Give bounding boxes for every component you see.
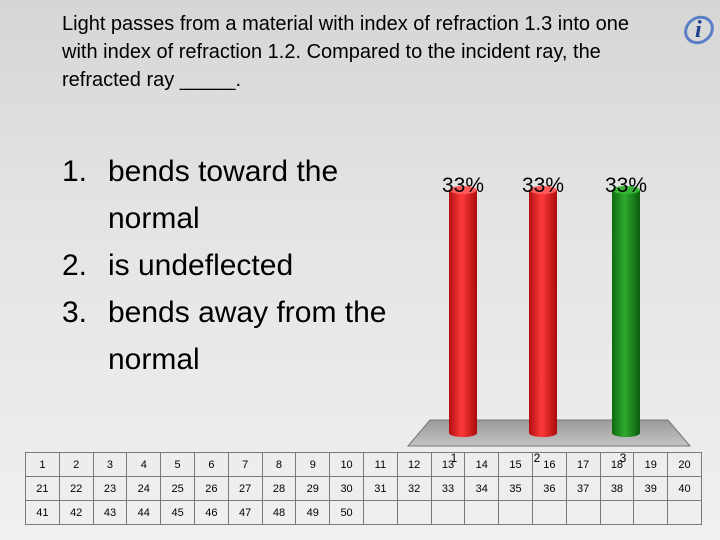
grid-cell bbox=[634, 501, 668, 525]
grid-cell: 46 bbox=[194, 501, 228, 525]
grid-cell: 5 bbox=[161, 453, 195, 477]
grid-cell: 26 bbox=[194, 477, 228, 501]
grid-cell: 33 bbox=[431, 477, 465, 501]
category-label: 3 bbox=[619, 451, 627, 465]
grid-cell: 23 bbox=[93, 477, 127, 501]
grid-cell: 2 bbox=[59, 453, 93, 477]
value-label: 33% bbox=[441, 174, 485, 197]
grid-cell: 13 bbox=[431, 453, 465, 477]
grid-cell: 24 bbox=[127, 477, 161, 501]
grid-row bbox=[26, 477, 702, 501]
grid-cell: 25 bbox=[161, 477, 195, 501]
grid-cell: 22 bbox=[59, 477, 93, 501]
grid-cell bbox=[600, 501, 634, 525]
grid-cell: 34 bbox=[465, 477, 499, 501]
grid-cell: 19 bbox=[634, 453, 668, 477]
grid-cell: 39 bbox=[634, 477, 668, 501]
grid-cell bbox=[431, 501, 465, 525]
grid-cell: 36 bbox=[532, 477, 566, 501]
grid-row bbox=[26, 453, 702, 477]
grid-cell: 21 bbox=[26, 477, 60, 501]
category-label: 1 bbox=[450, 451, 458, 465]
bar-3 bbox=[612, 186, 640, 437]
grid-cell: 15 bbox=[499, 453, 533, 477]
grid-cell: 1 bbox=[26, 453, 60, 477]
grid-cell: 6 bbox=[194, 453, 228, 477]
bar-2 bbox=[529, 186, 557, 437]
answer-number: 3. bbox=[62, 296, 88, 329]
grid-cell: 43 bbox=[93, 501, 127, 525]
chart-value-labels bbox=[442, 174, 647, 197]
grid-cell: 4 bbox=[127, 453, 161, 477]
answer-number: 2. bbox=[62, 249, 88, 282]
grid-cell: 44 bbox=[127, 501, 161, 525]
grid-cell: 40 bbox=[668, 477, 702, 501]
grid-cell: 30 bbox=[330, 477, 364, 501]
bar-1 bbox=[449, 186, 477, 437]
grid-cell: 20 bbox=[668, 453, 702, 477]
grid-cell: 14 bbox=[465, 453, 499, 477]
grid-cell: 41 bbox=[26, 501, 60, 525]
grid-cell: 27 bbox=[228, 477, 262, 501]
grid-cell: 7 bbox=[228, 453, 262, 477]
grid-cell: 38 bbox=[600, 477, 634, 501]
grid-cell: 50 bbox=[330, 501, 364, 525]
category-label: 2 bbox=[533, 451, 541, 465]
grid-cell: 16 bbox=[532, 453, 566, 477]
grid-row bbox=[26, 501, 702, 525]
value-label: 33% bbox=[604, 174, 648, 197]
response-grid bbox=[25, 452, 702, 525]
grid-cell: 29 bbox=[296, 477, 330, 501]
grid-cell: 31 bbox=[363, 477, 397, 501]
grid-cell: 18 bbox=[600, 453, 634, 477]
question-text: Light passes from a material with index of refraction 1.3 into one with index of refraction 1.2. Compared to the incident ray, the refracted ray _____. bbox=[62, 13, 629, 91]
grid-cell: 12 bbox=[397, 453, 431, 477]
grid-cell: 35 bbox=[499, 477, 533, 501]
grid-cell: 9 bbox=[296, 453, 330, 477]
grid-cell: 17 bbox=[566, 453, 600, 477]
grid-cell: 37 bbox=[566, 477, 600, 501]
grid-cell: 48 bbox=[262, 501, 296, 525]
answer-number: 1. bbox=[62, 155, 88, 188]
answer-label: bends toward the normal bbox=[108, 155, 339, 235]
grid-cell: 32 bbox=[397, 477, 431, 501]
grid-cell: 42 bbox=[59, 501, 93, 525]
grid-cell bbox=[566, 501, 600, 525]
grid-cell: 28 bbox=[262, 477, 296, 501]
grid-cell bbox=[532, 501, 566, 525]
grid-cell bbox=[363, 501, 397, 525]
grid-cell: 10 bbox=[330, 453, 364, 477]
grid-cell: 47 bbox=[228, 501, 262, 525]
grid-cell: 3 bbox=[93, 453, 127, 477]
grid-cell: 8 bbox=[262, 453, 296, 477]
svg-text:i: i bbox=[695, 17, 702, 43]
grid-cell: 11 bbox=[363, 453, 397, 477]
answer-label: is undeflected bbox=[108, 249, 294, 282]
grid-cell: 45 bbox=[161, 501, 195, 525]
grid-cell bbox=[397, 501, 431, 525]
answer-label: bends away from the normal bbox=[108, 296, 387, 376]
grid-cell bbox=[465, 501, 499, 525]
value-label: 33% bbox=[521, 174, 565, 197]
grid-cell bbox=[668, 501, 702, 525]
chart-bars bbox=[449, 186, 640, 437]
grid-cell bbox=[499, 501, 533, 525]
grid-cell: 49 bbox=[296, 501, 330, 525]
